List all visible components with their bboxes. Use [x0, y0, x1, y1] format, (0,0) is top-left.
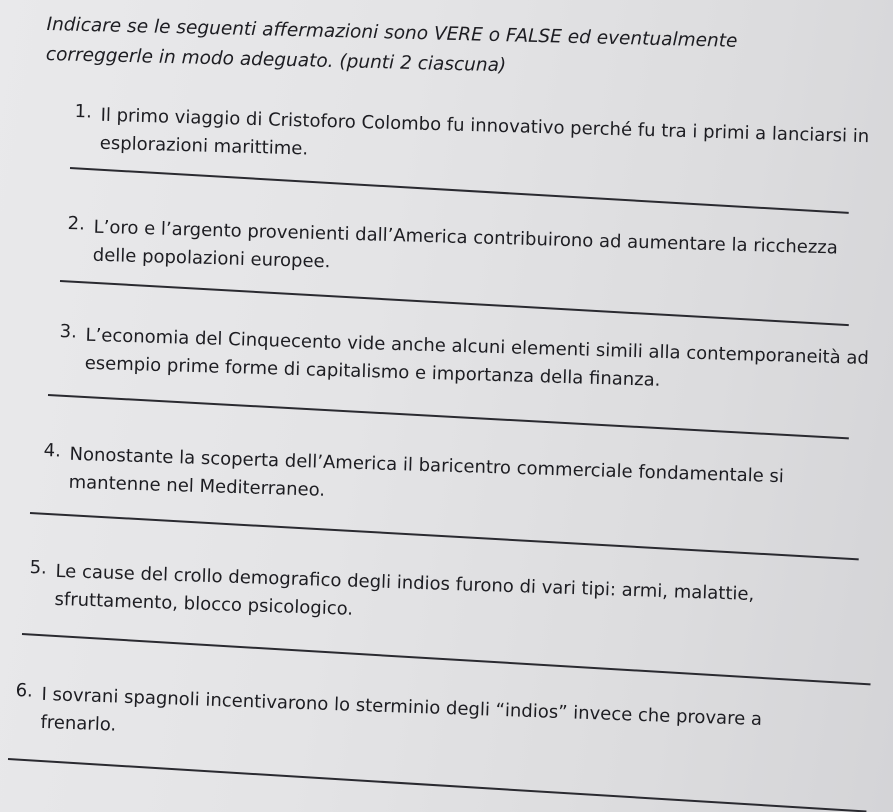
question-number: 3. [59, 321, 78, 343]
question-number: 1. [74, 101, 93, 123]
answer-line-4[interactable] [30, 512, 859, 560]
answer-line-6[interactable] [8, 758, 867, 812]
answer-line-3[interactable] [48, 394, 849, 439]
question-text: Nonostante la scoperta dell’America il baricentro commerciale fondamentale si mantenne nel Mediterraneo. [68, 443, 785, 501]
question-text: L’oro e l’argento provenienti dall’America contribuirono ad aumentare la ricchezza delle popolazioni europee. [92, 216, 839, 273]
question-number: 2. [67, 213, 86, 235]
question-text: L’economia del Cinquecento vide anche alcuni elementi simili alla contemporaneità ad esempio prime forme di capitalismo e importanza della finanza. [84, 324, 870, 391]
question-number: 6. [15, 680, 34, 702]
question-number: 5. [29, 557, 48, 579]
answer-line-5[interactable] [22, 633, 871, 685]
question-text: Le cause del crollo demografico degli indios furono di vari tipi: armi, malattie, sfruttamento, blocco psicologico. [54, 560, 755, 620]
question-text: I sovrani spagnoli incentivarono lo sterminio degli “indios” invece che provare a frenarlo. [40, 683, 763, 736]
instructions: Indicare se le seguenti affermazioni sono VERE o FALSE ed eventualmente correggerle in modo adeguato. (punti 2 ciascuna) [45, 13, 738, 77]
question-text: Il primo viaggio di Cristoforo Colombo fu innovativo perché fu tra i primi a lanciarsi in esplorazioni marittime. [99, 104, 870, 160]
question-number: 4. [43, 440, 62, 462]
